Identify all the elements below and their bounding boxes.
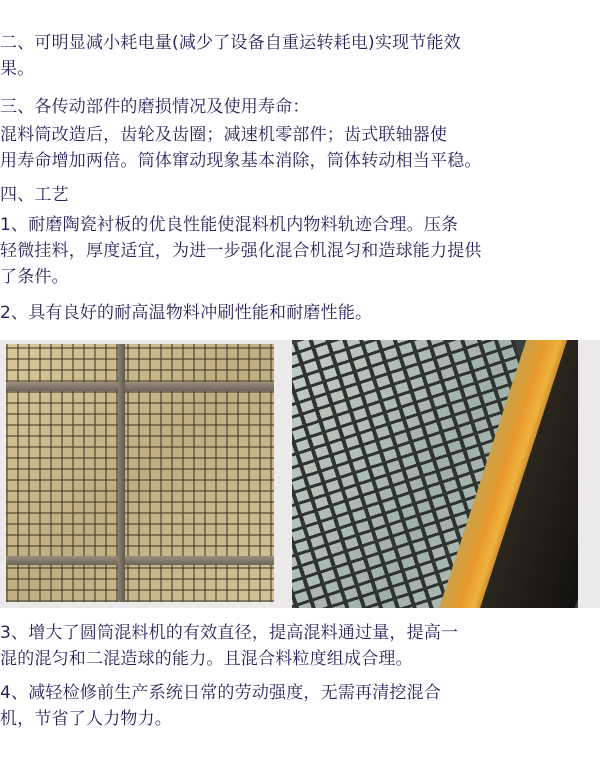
para-process-4-line-2: 机，节省了人力物力。 bbox=[0, 709, 172, 729]
heading-process bbox=[0, 182, 600, 208]
para-process-2-line-1: 2、具有良好的耐高温物料冲刷性能和耐磨性能。 bbox=[0, 303, 373, 323]
para-energy-line-2: 果。 bbox=[0, 59, 35, 79]
para-wear-line-2: 用寿命增加两倍。筒体窜动现象基本消除，筒体转动相当平稳。 bbox=[0, 151, 482, 171]
ceramic-liner-photo-left bbox=[6, 344, 274, 602]
para-process-3 bbox=[0, 620, 600, 672]
para-process-3-line-2: 混的混匀和二混造球的能力。且混合料粒度组成合理。 bbox=[0, 649, 413, 669]
para-process-1-line-1: 1、耐磨陶瓷衬板的优良性能使混料机内物料轨迹合理。压条 bbox=[0, 215, 459, 235]
para-wear-line-1: 混料筒改造后，齿轮及齿圈；减速机零部件；齿式联轴器使 bbox=[0, 125, 448, 145]
heading-process-line-1: 四、工艺 bbox=[0, 185, 69, 205]
para-process-4 bbox=[0, 680, 600, 732]
para-process-1-line-3: 了条件。 bbox=[0, 267, 69, 287]
heading-wear-line-1: 三、各传动部件的磨损情况及使用寿命： bbox=[0, 97, 310, 117]
para-process-1-line-2: 轻微挂料，厚度适宜，为进一步强化混合机混匀和造球能力提供 bbox=[0, 241, 482, 261]
photo-strip bbox=[0, 340, 600, 608]
para-process-4-line-1: 4、减轻检修前生产系统日常的劳动强度，无需再清挖混合 bbox=[0, 683, 442, 703]
para-energy bbox=[0, 30, 600, 82]
para-process-2 bbox=[0, 300, 600, 326]
para-energy-line-1: 二、可明显减小耗电量(减少了设备自重运转耗电)实现节能效 bbox=[0, 33, 461, 53]
ceramic-liner-photo-right bbox=[292, 340, 578, 608]
para-process-3-line-1: 3、增大了圆筒混料机的有效直径，提高混料通过量，提高一 bbox=[0, 623, 459, 643]
para-process-1 bbox=[0, 212, 600, 290]
heading-wear bbox=[0, 94, 600, 120]
para-wear bbox=[0, 122, 600, 174]
